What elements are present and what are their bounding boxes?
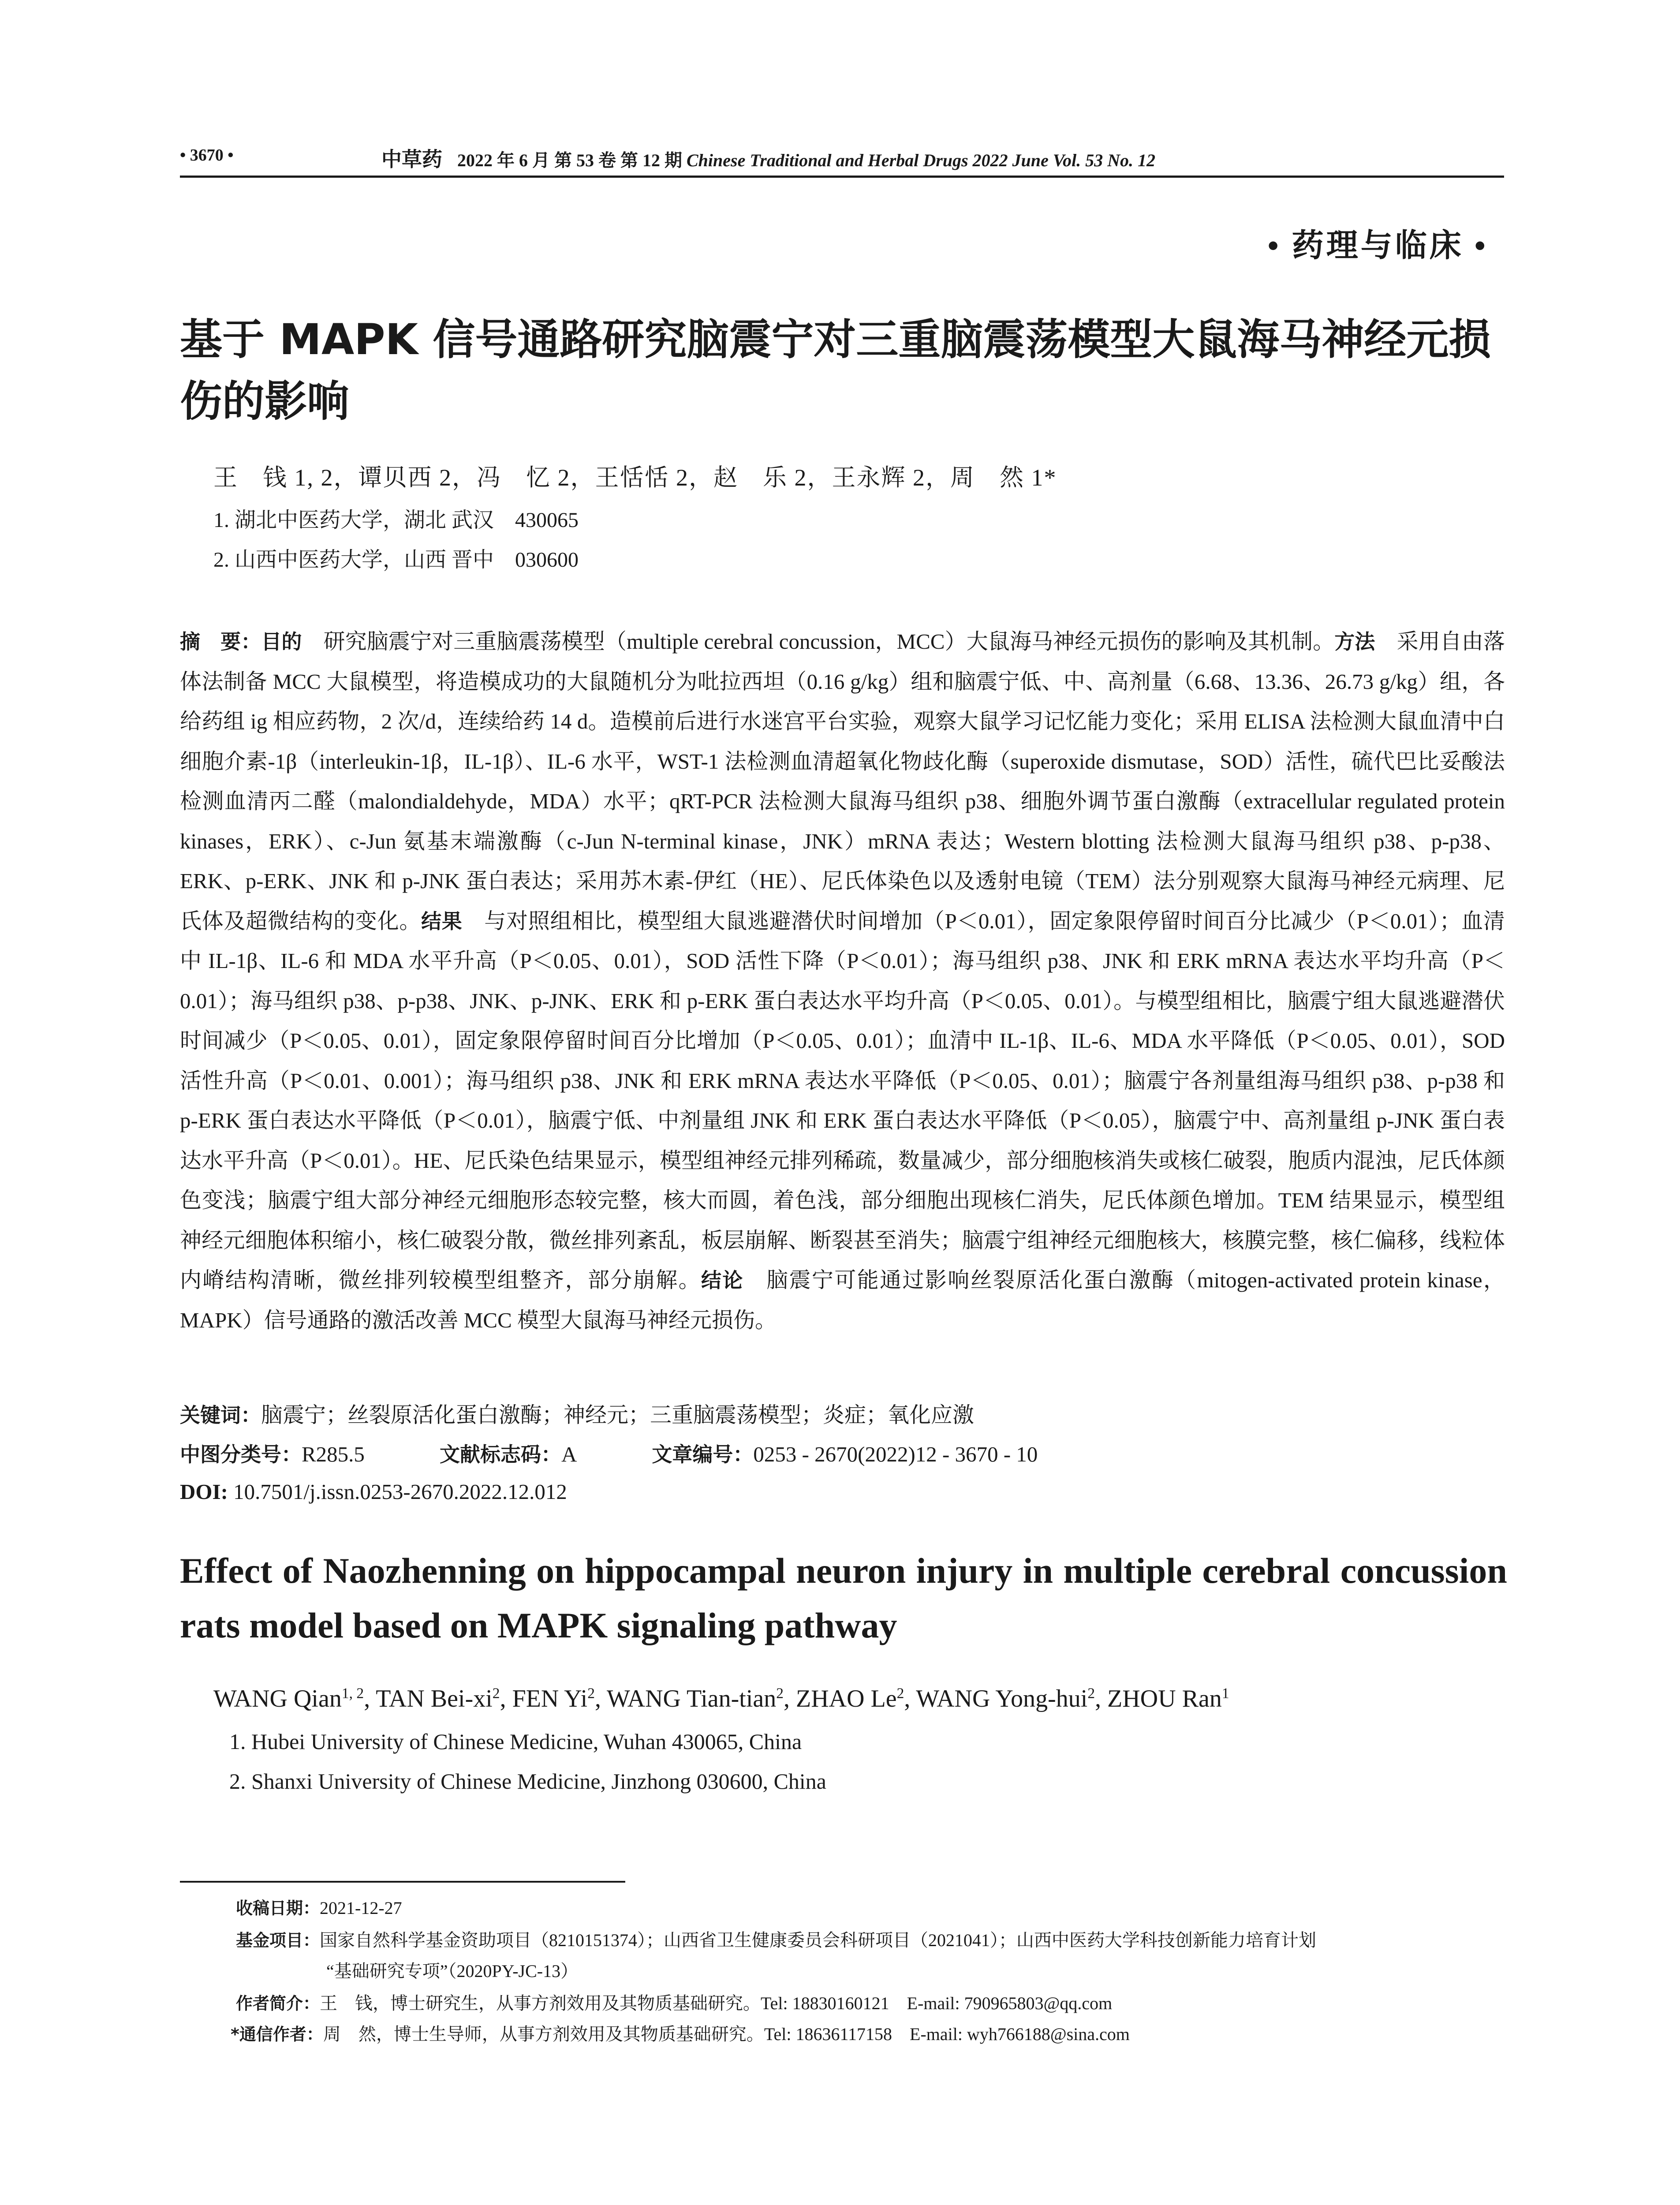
- received-date: 2021-12-27: [320, 1898, 402, 1918]
- footnote-funding: [236, 1925, 1506, 1987]
- author-affiliation-mark: 2: [776, 1685, 784, 1702]
- affiliation-en: 2. Shanxi University of Chinese Medicine, Jinzhong 030600, China: [229, 1769, 827, 1794]
- section-label: • 药理与临床 •: [1267, 228, 1488, 263]
- author-name-en: ZHOU Ran: [1107, 1685, 1222, 1712]
- article-title-en: Effect of Naozhenning on hippocampal neuron injury in multiple cerebral concussion rats model based on MAPK signaling pathway: [180, 1551, 1507, 1645]
- affiliation-cn: 2. 山西中医药大学，山西 晋中 030600: [213, 548, 579, 572]
- footnote-received: [236, 1893, 402, 1924]
- abstract: [180, 622, 1505, 1340]
- keywords-label: 关键词：: [180, 1403, 261, 1427]
- results-text: 与对照组相比，模型组大鼠逃避潜伏时间增加（P＜0.01），固定象限停留时间百分比减少（P＜0.01）；血清中 IL-1β、IL-6 和 MDA 水平升高（P＜0.05、0.01），SOD 活性下降（P＜0.01）；海马组织 p38、JNK 和 ERK mRNA 表达水平均升高（P＜0.01）；海马组织 p38、p-p38、JNK、p-JNK、ERK 和 p-ERK 蛋白表达水平均升高（P＜0.05、0.01）。与模型组相比，脑震宁组大鼠逃避潜伏时间减少（P＜0.05、0.01），固定象限停留时间百分比增加（P＜0.05、0.01）；血清中 IL-1β、IL-6、MDA 水平降低（P＜0.05、0.01），SOD 活性升高（P＜0.01、0.001）；海马组织 p38、JNK 和 ERK mRNA 表达水平降低（P＜0.05、0.01）；脑震宁各剂量组海马组织 p38、p-p38 和 p-ERK 蛋白表达水平降低（P＜0.01），脑震宁低、中剂量组 JNK 和 ERK 蛋白表达水平降低（P＜0.05），脑震宁中、高剂量组 p-JNK 蛋白表达水平升高（P＜0.01）。HE、尼氏染色结果显示，模型组神经元排列稀疏，数量减少，部分细胞核消失或核仁破裂，胞质内混浊，尼氏体颜色变浅；脑震宁组大部分神经元细胞形态较完整，核大而圆，着色浅，部分细胞出现核仁消失，尼氏体颜色增加。TEM 结果显示，模型组神经元细胞体积缩小，核仁破裂分散，微丝排列紊乱，板层崩解、断裂甚至消失；脑震宁组神经元细胞核大，核膜完整，核仁偏移，线粒体内嵴结构清晰，微丝排列较模型组整齐，部分崩解。: [180, 908, 1505, 1292]
- keywords-text: 脑震宁；丝裂原活化蛋白激酶；神经元；三重脑震荡模型；炎症；氧化应激: [261, 1403, 974, 1427]
- author-affiliation-mark: 2: [587, 1685, 595, 1702]
- clc-value: R285.5: [302, 1442, 365, 1466]
- corr-text: 周 然，博士生导师，从事方剂效用及其物质基础研究。Tel: 18636117158 E-mail: wyh766188@sina.com: [323, 2024, 1130, 2044]
- article-no-value: 0253 - 2670(2022)12 - 3670 - 10: [753, 1442, 1038, 1466]
- doi-label: DOI:: [180, 1480, 228, 1504]
- received-label: 收稿日期：: [236, 1899, 320, 1918]
- bio-text: 王 钱，博士研究生，从事方剂效用及其物质基础研究。Tel: 18830160121 E-mail: 790965803@qq.com: [320, 1993, 1113, 2013]
- footnote-author-bio: [236, 1988, 1112, 2019]
- conclusion-text: 脑震宁可能通过影响丝裂原活化蛋白激酶（mitogen-activated protein kinase，MAPK）信号通路的激活改善 MCC 模型大鼠海马神经元损伤。: [180, 1268, 1505, 1332]
- author-affiliation-mark: 2: [896, 1685, 904, 1702]
- author-list-cn: 王 钱 1, 2，谭贝西 2，冯 忆 2，王恬恬 2，赵 乐 2，王永辉 2，周 然 1*: [213, 464, 1057, 491]
- author-name-en: WANG Tian-tian: [607, 1685, 777, 1712]
- clc-label: 中图分类号：: [180, 1443, 302, 1466]
- header-rule: [180, 176, 1504, 178]
- author-affiliation-mark: 2: [1087, 1685, 1095, 1702]
- objective-text: 研究脑震宁对三重脑震荡模型（multiple cerebral concussion，MCC）大鼠海马神经元损伤的影响及其机制。: [302, 629, 1335, 654]
- classification-line: [180, 1439, 1038, 1468]
- results-label: 结果: [421, 909, 463, 933]
- author-name-en: WANG Yong-hui: [916, 1685, 1088, 1712]
- keywords: [180, 1398, 974, 1429]
- doc-code-value: A: [561, 1442, 577, 1466]
- author-list-en: WANG Qian$^{1, 2}$, TAN Bei-$xi^2$, FEN Yi$^2$, WANG Tian-tian$^2$, ZHAO Le$^2$, WANG Yong-hui$^2$, ZHOU Ran$^1$: [213, 1685, 1229, 1712]
- affiliation-en: 1. Hubei University of Chinese Medicine, Wuhan 430065, China: [229, 1729, 802, 1754]
- article-title-cn: 基于 MAPK 信号通路研究脑震宁对三重脑震荡模型大鼠海马神经元损伤的影响: [180, 315, 1491, 426]
- issue-cn: 2022 年 6 月 第 53 卷 第 12 期: [457, 150, 682, 170]
- running-header: [381, 143, 1155, 172]
- author-name-en: ZHAO Le: [796, 1685, 897, 1712]
- author-name-en: TAN Bei-xi: [376, 1685, 493, 1712]
- methods-label: 方法: [1334, 630, 1375, 654]
- fund-text-cont: “基础研究专项”（2020PY-JC-13）: [326, 1961, 579, 1981]
- journal-name-cn: 中草药: [381, 148, 442, 171]
- footnote-rule: [180, 1881, 625, 1883]
- author-name-en: FEN Yi: [512, 1685, 588, 1712]
- fund-text: 国家自然科学基金资助项目（8210151374）；山西省卫生健康委员会科研项目（2021041）；山西中医药大学科技创新能力培育计划: [320, 1930, 1317, 1950]
- methods-text: 采用自由落体法制备 MCC 大鼠模型，将造模成功的大鼠随机分为吡拉西坦（0.16 g/kg）组和脑震宁低、中、高剂量（6.68、13.36、26.73 g/kg）组，各给药组 ig 相应药物，2 次/d，连续给药 14 d。造模前后进行水迷宫平台实验，观察大鼠学习记忆能力变化；采用 ELISA 法检测大鼠血清中白细胞介素-1β（interleukin-1β，IL-1β）、IL-6 水平，WST-1 法检测血清超氧化物歧化酶（superoxide dismutase，SOD）活性，硫代巴比妥酸法检测血清丙二醛（malondialdehyde，MDA）水平；qRT-PCR 法检测大鼠海马组织 p38、细胞外调节蛋白激酶（extracellular regulated protein kinases，ERK）、c-Jun 氨基末端激酶（c-Jun N-terminal kinase，JNK）mRNA 表达；Western blotting 法检测大鼠海马组织 p38、p-p38、ERK、p-ERK、JNK 和 p-JNK 蛋白表达；采用苏木素-伊红（HE）、尼氏体染色以及透射电镜（TEM）法分别观察大鼠海马神经元病理、尼氏体及超微结构的变化。: [180, 629, 1505, 933]
- author-affiliation-mark: 1: [1221, 1685, 1229, 1702]
- fund-label: 基金项目：: [236, 1931, 320, 1950]
- conclusion-label: 结论: [701, 1268, 744, 1292]
- author-name-en: WANG Qian: [213, 1685, 342, 1712]
- doi-link[interactable]: 10.7501/j.issn.0253-2670.2022.12.012: [228, 1480, 567, 1504]
- issue-en: Chinese Traditional and Herbal Drugs 2022 June Vol. 53 No. 12: [687, 150, 1156, 170]
- abstract-label: 摘 要：: [180, 630, 261, 654]
- footnote-corresponding: [231, 2019, 1130, 2050]
- article-no-label: 文章编号：: [652, 1443, 754, 1466]
- corr-label: *通信作者：: [231, 2025, 323, 2044]
- author-affiliation-mark: 2: [492, 1685, 500, 1702]
- doc-code-label: 文献标志码：: [439, 1443, 561, 1466]
- affiliation-cn: 1. 湖北中医药大学，湖北 武汉 430065: [213, 508, 579, 532]
- objective-label: 目的: [261, 630, 302, 654]
- doi: [180, 1479, 567, 1504]
- author-affiliation-mark: 1, 2: [341, 1685, 364, 1702]
- page-number: • 3670 •: [180, 146, 234, 164]
- bio-label: 作者简介：: [236, 1994, 320, 2013]
